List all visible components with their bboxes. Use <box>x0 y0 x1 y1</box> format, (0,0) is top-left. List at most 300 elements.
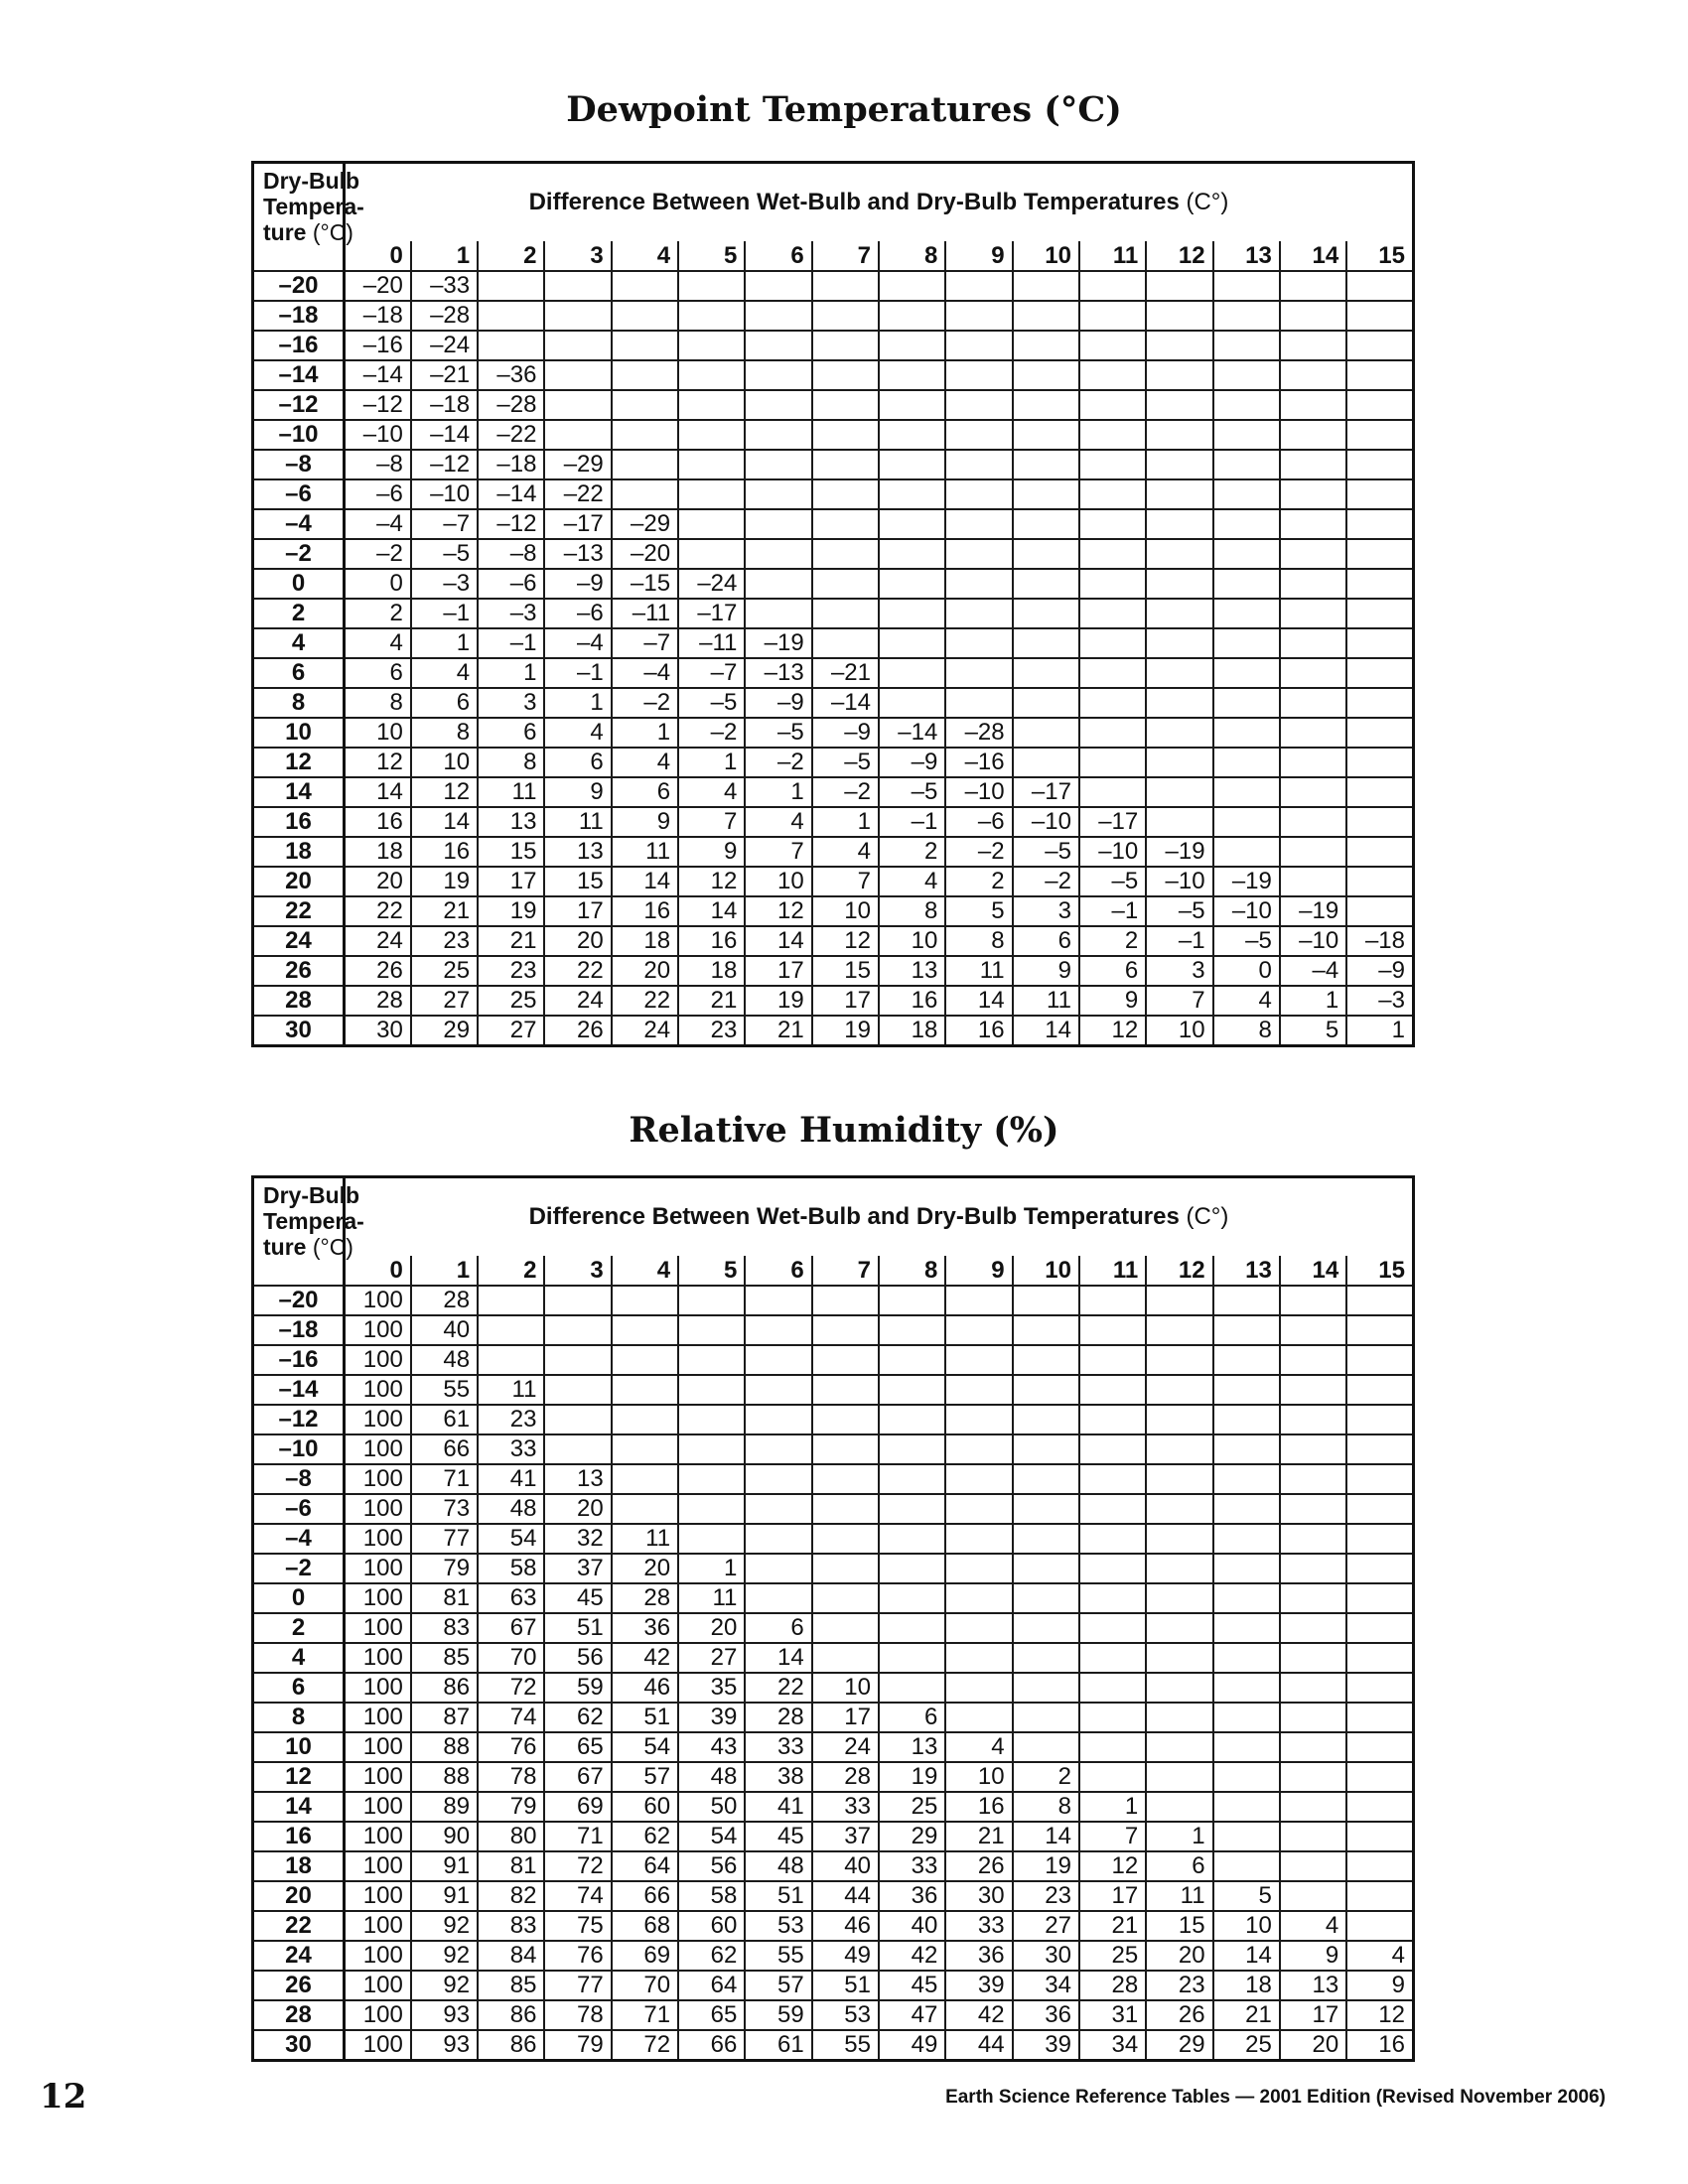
table-cell <box>678 1434 745 1464</box>
table-cell: 22 <box>612 986 678 1016</box>
table-cell <box>945 1375 1012 1405</box>
table-cell <box>1280 420 1346 450</box>
table-cell: 79 <box>544 2030 611 2061</box>
table-cell: 39 <box>945 1971 1012 2000</box>
row-header-temp: 22 <box>253 1911 345 1941</box>
table-cell <box>745 1554 811 1583</box>
table-cell <box>1146 1434 1212 1464</box>
table-cell: 9 <box>1079 986 1146 1016</box>
table-cell: 100 <box>345 1405 411 1434</box>
table-row <box>253 628 1414 658</box>
table-row <box>253 1315 1414 1345</box>
table-cell <box>1213 658 1280 688</box>
table-cell: –17 <box>544 509 611 539</box>
dry-bulb-label-line1: Dry-Bulb <box>263 1182 360 1208</box>
table-cell <box>478 301 544 331</box>
table-cell <box>945 1673 1012 1703</box>
table-cell <box>1079 301 1146 331</box>
table-cell <box>812 1613 879 1643</box>
table-cell: 13 <box>544 837 611 867</box>
table-cell: –11 <box>612 599 678 628</box>
table-cell <box>945 1286 1012 1315</box>
table-cell <box>1280 1851 1346 1881</box>
table-cell: 49 <box>812 1941 879 1971</box>
row-header-temp: –10 <box>253 1434 345 1464</box>
table-cell <box>1146 569 1212 599</box>
table-row <box>253 688 1414 718</box>
table-cell: –18 <box>411 390 478 420</box>
table-cell <box>678 1375 745 1405</box>
row-header-temp: –16 <box>253 331 345 360</box>
table-cell: 67 <box>478 1613 544 1643</box>
table-cell: 22 <box>745 1673 811 1703</box>
table-cell: –12 <box>411 450 478 479</box>
table-cell <box>1280 1673 1346 1703</box>
table-cell: –10 <box>1280 926 1346 956</box>
table-cell <box>945 390 1012 420</box>
table-cell: 4 <box>745 807 811 837</box>
table-cell: 40 <box>812 1851 879 1881</box>
table-cell <box>1146 331 1212 360</box>
table-cell: 3 <box>1013 896 1079 926</box>
table-cell: 54 <box>678 1822 745 1851</box>
table-cell <box>1280 1732 1346 1762</box>
table-cell <box>1146 271 1212 301</box>
table-cell <box>945 450 1012 479</box>
table-cell: –1 <box>411 599 478 628</box>
table-cell: –10 <box>945 777 1012 807</box>
table-cell: –5 <box>812 748 879 777</box>
table-cell: 10 <box>411 748 478 777</box>
table-cell <box>678 1345 745 1375</box>
table-cell <box>1146 1345 1212 1375</box>
table-cell <box>945 1405 1012 1434</box>
table-cell: 86 <box>411 1673 478 1703</box>
table-cell: 20 <box>612 1554 678 1583</box>
row-header-temp: –8 <box>253 1464 345 1494</box>
table-cell <box>1346 1911 1413 1941</box>
table-cell: 16 <box>345 807 411 837</box>
table-cell <box>1213 420 1280 450</box>
table-cell <box>1280 1286 1346 1315</box>
table-cell <box>1280 599 1346 628</box>
table-cell: –16 <box>945 748 1012 777</box>
table-cell: 85 <box>411 1643 478 1673</box>
table-cell <box>1079 420 1146 450</box>
table-cell: 20 <box>345 867 411 896</box>
table-cell: –8 <box>478 539 544 569</box>
table-cell: 13 <box>1280 1971 1346 2000</box>
table-cell <box>612 1434 678 1464</box>
table-row <box>253 926 1414 956</box>
table-cell <box>1280 539 1346 569</box>
table-cell <box>1213 1494 1280 1524</box>
table-cell: 4 <box>1280 1911 1346 1941</box>
table-cell <box>812 1286 879 1315</box>
table-cell <box>1079 1673 1146 1703</box>
table-cell <box>812 1464 879 1494</box>
table-cell <box>1013 360 1079 390</box>
column-header: 3 <box>544 1256 611 1286</box>
table-cell <box>1346 360 1413 390</box>
table-cell <box>678 390 745 420</box>
table-cell: 63 <box>478 1583 544 1613</box>
table-cell <box>1280 748 1346 777</box>
table-cell: 6 <box>411 688 478 718</box>
table-cell: 27 <box>478 1016 544 1046</box>
table-cell: 1 <box>411 628 478 658</box>
table-cell: –5 <box>1213 926 1280 956</box>
table-cell <box>1346 1554 1413 1583</box>
table-cell <box>945 1524 1012 1554</box>
table-cell: 14 <box>678 896 745 926</box>
table-row <box>253 479 1414 509</box>
table-cell: –6 <box>544 599 611 628</box>
table-cell <box>1213 599 1280 628</box>
table-cell: 18 <box>678 956 745 986</box>
table-cell <box>812 390 879 420</box>
table-cell: 1 <box>1280 986 1346 1016</box>
table-cell: 18 <box>612 926 678 956</box>
column-header: 7 <box>812 1256 879 1286</box>
table-cell: 76 <box>544 1941 611 1971</box>
table-cell: –5 <box>1079 867 1146 896</box>
table-cell <box>879 479 945 509</box>
table-cell: 24 <box>612 1016 678 1046</box>
table-cell: 28 <box>612 1583 678 1613</box>
table-cell: 57 <box>745 1971 811 2000</box>
table-cell: 69 <box>612 1941 678 1971</box>
table-cell: –2 <box>745 748 811 777</box>
table-cell <box>812 1554 879 1583</box>
column-header: 14 <box>1280 241 1346 271</box>
table-cell: 30 <box>945 1881 1012 1911</box>
table-cell: –4 <box>345 509 411 539</box>
table-cell: 6 <box>1079 956 1146 986</box>
table-cell <box>1346 1434 1413 1464</box>
dry-bulb-unit: (°C) <box>306 219 353 245</box>
row-header-temp: 24 <box>253 926 345 956</box>
table-cell: 19 <box>879 1762 945 1792</box>
table-cell <box>745 360 811 390</box>
table-cell: –14 <box>879 718 945 748</box>
table-cell: –10 <box>1079 837 1146 867</box>
table-cell <box>1079 450 1146 479</box>
table-cell <box>945 1643 1012 1673</box>
table-cell: 72 <box>544 1851 611 1881</box>
table-cell <box>879 1375 945 1405</box>
table-cell: 72 <box>478 1673 544 1703</box>
table-cell: 27 <box>411 986 478 1016</box>
table-cell <box>612 1405 678 1434</box>
table-cell: 53 <box>745 1911 811 1941</box>
table-cell <box>1146 420 1212 450</box>
table-cell: 11 <box>478 1375 544 1405</box>
table-cell <box>544 1375 611 1405</box>
column-header: 4 <box>612 241 678 271</box>
difference-unit: (C°) <box>1179 1203 1229 1230</box>
table-cell <box>1079 331 1146 360</box>
table-cell: 21 <box>678 986 745 1016</box>
table-cell <box>1079 1375 1146 1405</box>
table-cell: 58 <box>478 1554 544 1583</box>
table-cell <box>1280 331 1346 360</box>
table-cell: 41 <box>745 1792 811 1822</box>
table-cell <box>879 599 945 628</box>
table-cell <box>745 1494 811 1524</box>
table-cell: –7 <box>411 509 478 539</box>
table-cell: 89 <box>411 1792 478 1822</box>
table-cell <box>1346 1703 1413 1732</box>
table-row <box>253 1375 1414 1405</box>
table-cell: 19 <box>1013 1851 1079 1881</box>
relative-humidity-table <box>251 1175 1415 2062</box>
table-cell <box>1346 1286 1413 1315</box>
table-cell <box>1013 390 1079 420</box>
table-row <box>253 718 1414 748</box>
table-cell: 17 <box>1079 1881 1146 1911</box>
table-cell <box>678 1405 745 1434</box>
table-cell: –24 <box>411 331 478 360</box>
table-cell: 60 <box>678 1911 745 1941</box>
row-header-temp: 20 <box>253 867 345 896</box>
table-cell: 26 <box>945 1851 1012 1881</box>
table-row <box>253 271 1414 301</box>
dewpoint-table-title: Dewpoint Temperatures (°C) <box>566 89 1122 130</box>
table-cell: 12 <box>1346 2000 1413 2030</box>
table-cell <box>945 331 1012 360</box>
table-cell: 43 <box>678 1732 745 1762</box>
table-cell: 19 <box>745 986 811 1016</box>
table-cell: 70 <box>478 1643 544 1673</box>
table-cell <box>1213 390 1280 420</box>
table-cell <box>1346 509 1413 539</box>
table-cell <box>1213 777 1280 807</box>
table-cell <box>1013 1494 1079 1524</box>
row-header-temp: 4 <box>253 1643 345 1673</box>
table-cell <box>478 1315 544 1345</box>
table-row <box>253 1524 1414 1554</box>
table-cell: 62 <box>544 1703 611 1732</box>
table-cell: 100 <box>345 1881 411 1911</box>
table-cell <box>1280 1703 1346 1732</box>
table-cell <box>1213 688 1280 718</box>
table-cell: 14 <box>411 807 478 837</box>
table-cell: –17 <box>1079 807 1146 837</box>
table-cell: 12 <box>1079 1016 1146 1046</box>
table-cell <box>678 331 745 360</box>
row-header-temp: –8 <box>253 450 345 479</box>
table-cell: 100 <box>345 1464 411 1494</box>
table-cell <box>812 301 879 331</box>
relative-humidity-table-title: Relative Humidity (%) <box>629 1110 1059 1151</box>
row-header-temp: 30 <box>253 2030 345 2061</box>
table-cell <box>1146 1732 1212 1762</box>
table-cell <box>812 360 879 390</box>
table-cell: 83 <box>411 1613 478 1643</box>
table-cell <box>945 509 1012 539</box>
table-cell <box>945 1464 1012 1494</box>
table-cell: 8 <box>411 718 478 748</box>
table-row <box>253 1405 1414 1434</box>
table-cell: 10 <box>812 1673 879 1703</box>
table-cell <box>544 1345 611 1375</box>
row-header-temp: 30 <box>253 1016 345 1046</box>
table-cell: 8 <box>879 896 945 926</box>
table-row <box>253 867 1414 896</box>
table-cell: –13 <box>745 658 811 688</box>
table-cell <box>879 271 945 301</box>
table-cell <box>1146 628 1212 658</box>
dewpoint-table <box>251 161 1415 1047</box>
table-cell <box>945 301 1012 331</box>
table-cell: –2 <box>612 688 678 718</box>
table-cell: 36 <box>879 1881 945 1911</box>
table-cell <box>544 420 611 450</box>
table-cell: 12 <box>345 748 411 777</box>
table-cell: 100 <box>345 1494 411 1524</box>
row-header-temp: 6 <box>253 1673 345 1703</box>
row-header-temp: –4 <box>253 509 345 539</box>
table-cell <box>945 271 1012 301</box>
row-header-temp: 18 <box>253 1851 345 1881</box>
table-cell <box>1213 1643 1280 1673</box>
table-cell <box>1013 1554 1079 1583</box>
difference-label: Difference Between Wet-Bulb and Dry-Bulb Temperatures <box>528 189 1180 215</box>
column-header: 6 <box>745 241 811 271</box>
table-cell <box>1213 360 1280 390</box>
table-cell: 23 <box>411 926 478 956</box>
table-cell <box>1213 1524 1280 1554</box>
table-cell <box>1280 1524 1346 1554</box>
table-cell <box>1146 1494 1212 1524</box>
table-cell: 83 <box>478 1911 544 1941</box>
table-cell: 6 <box>612 777 678 807</box>
table-cell <box>1213 450 1280 479</box>
table-cell: 42 <box>612 1643 678 1673</box>
table-cell: 16 <box>945 1016 1012 1046</box>
table-cell <box>1146 450 1212 479</box>
table-cell <box>879 390 945 420</box>
table-cell: 40 <box>411 1315 478 1345</box>
table-cell <box>1280 628 1346 658</box>
table-cell <box>1346 1673 1413 1703</box>
row-header-temp: 28 <box>253 2000 345 2030</box>
table-cell: 86 <box>478 2030 544 2061</box>
row-header-temp: 8 <box>253 688 345 718</box>
table-cell <box>1280 658 1346 688</box>
table-cell <box>1146 1673 1212 1703</box>
row-header-temp: 16 <box>253 807 345 837</box>
table-cell <box>945 1583 1012 1613</box>
table-cell: 24 <box>812 1732 879 1762</box>
table-cell: 19 <box>411 867 478 896</box>
table-cell: 12 <box>745 896 811 926</box>
table-cell <box>1079 1554 1146 1583</box>
table-cell: –9 <box>812 718 879 748</box>
table-cell <box>945 1613 1012 1643</box>
table-cell <box>745 450 811 479</box>
table-cell: 14 <box>612 867 678 896</box>
table-cell <box>1079 1703 1146 1732</box>
table-cell <box>1346 1881 1413 1911</box>
table-row <box>253 360 1414 390</box>
table-cell: 80 <box>478 1822 544 1851</box>
table-cell <box>1079 718 1146 748</box>
table-cell: 17 <box>1280 2000 1346 2030</box>
table-cell: 14 <box>1013 1016 1079 1046</box>
table-cell <box>745 1464 811 1494</box>
footer-citation: Earth Science Reference Tables — 2001 Edition (Revised November 2006) <box>945 2087 1606 2108</box>
table-cell <box>745 1375 811 1405</box>
table-cell <box>945 688 1012 718</box>
table-row <box>253 1345 1414 1375</box>
row-header-temp: 12 <box>253 1762 345 1792</box>
table-cell: 54 <box>478 1524 544 1554</box>
table-cell: –28 <box>411 301 478 331</box>
page-number: 12 <box>40 2077 87 2116</box>
table-cell <box>1280 1464 1346 1494</box>
table-cell: 25 <box>879 1792 945 1822</box>
table-cell <box>678 271 745 301</box>
table-cell <box>1013 748 1079 777</box>
table-cell <box>879 1643 945 1673</box>
table-row <box>253 1792 1414 1822</box>
table-row <box>253 1554 1414 1583</box>
table-cell <box>945 1345 1012 1375</box>
dry-bulb-header <box>253 1177 364 1287</box>
table-cell: 1 <box>678 748 745 777</box>
table-cell: 71 <box>612 2000 678 2030</box>
table-row <box>253 1016 1414 1046</box>
table-cell <box>612 390 678 420</box>
table-cell <box>812 569 879 599</box>
row-header-temp: –14 <box>253 360 345 390</box>
table-cell: 11 <box>1146 1881 1212 1911</box>
table-cell: 6 <box>879 1703 945 1732</box>
dry-bulb-unit: (°C) <box>306 1234 353 1260</box>
table-cell <box>1346 1643 1413 1673</box>
table-cell <box>1213 748 1280 777</box>
table-cell <box>1079 271 1146 301</box>
row-header-temp: 26 <box>253 956 345 986</box>
table-cell: 88 <box>411 1762 478 1792</box>
table-row <box>253 986 1414 1016</box>
table-cell <box>745 301 811 331</box>
table-cell <box>945 1315 1012 1345</box>
table-cell <box>1146 1286 1212 1315</box>
table-cell: 11 <box>612 1524 678 1554</box>
table-row <box>253 2000 1414 2030</box>
table-cell <box>945 1494 1012 1524</box>
table-cell: –33 <box>411 271 478 301</box>
table-cell <box>879 1405 945 1434</box>
table-cell: 2 <box>345 599 411 628</box>
table-cell <box>1213 1464 1280 1494</box>
table-cell <box>1280 688 1346 718</box>
table-cell: –14 <box>411 420 478 450</box>
table-cell <box>812 479 879 509</box>
table-cell <box>879 1434 945 1464</box>
column-header: 5 <box>678 1256 745 1286</box>
table-row <box>253 1673 1414 1703</box>
table-cell <box>1213 1762 1280 1792</box>
table-cell <box>1346 1851 1413 1881</box>
table-cell <box>1346 1613 1413 1643</box>
table-cell <box>879 1554 945 1583</box>
table-cell: 14 <box>745 926 811 956</box>
table-cell <box>1280 1434 1346 1464</box>
